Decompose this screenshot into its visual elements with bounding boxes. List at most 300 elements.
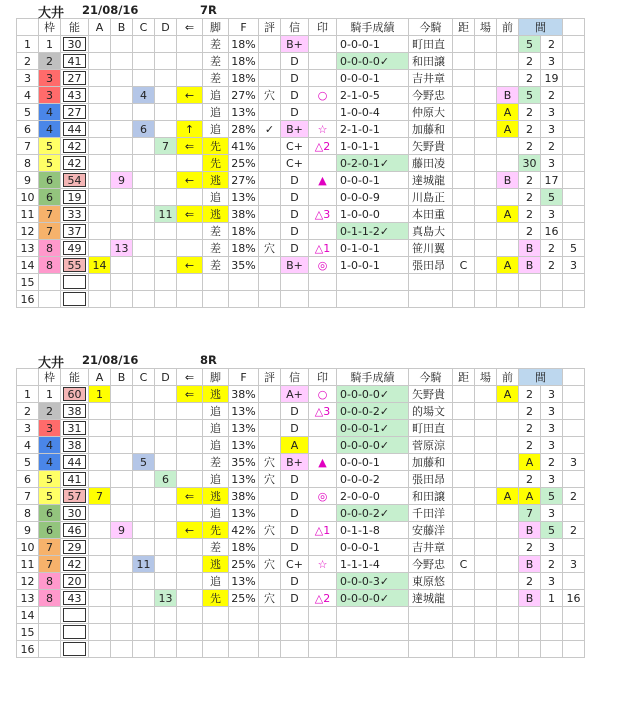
cell-ma2 [563,420,585,437]
ability-value: 57 [63,489,86,503]
column-header: 今騎 [409,369,453,386]
cell-mae [497,437,519,454]
cell-ma: 5 [541,189,563,206]
table-row [17,291,585,308]
ability-value [63,275,86,289]
cell-a [89,121,111,138]
cell-c: 4 [133,87,155,104]
cell-ni: 2 [519,539,541,556]
cell-c [133,641,155,658]
cell-shin: B+ [281,257,309,274]
cell-ba [475,291,497,308]
cell-d [155,403,177,420]
cell-a: 1 [89,386,111,403]
cell-d [155,172,177,189]
cell-no: 4 [17,87,39,104]
cell-shirushi: △2 [309,138,337,155]
column-header: C [133,369,155,386]
cell-ba [475,573,497,590]
cell-d [155,36,177,53]
table-row [17,36,585,53]
cell-kishu: 千田洋 [409,505,453,522]
cell-waku: 1 [39,36,61,53]
cell-no: 14 [17,607,39,624]
cell-arrow [177,403,203,420]
cell-ni: 2 [519,189,541,206]
cell-ba [475,522,497,539]
cell-ma2 [563,36,585,53]
cell-mae [497,291,519,308]
cell-ma2 [563,274,585,291]
cell-shin: D [281,505,309,522]
table-row [17,223,585,240]
table-row [17,403,585,420]
cell-a [89,454,111,471]
cell-b: 9 [111,522,133,539]
cell-nou [61,223,89,240]
table-row [17,274,585,291]
cell-c [133,437,155,454]
cell-no: 4 [17,437,39,454]
table-row [17,386,585,403]
column-header: 枠 [39,19,61,36]
cell-hyo [259,189,281,206]
cell-nou [61,505,89,522]
cell-shin: D [281,189,309,206]
cell-no: 15 [17,624,39,641]
cell-shirushi [309,155,337,172]
cell-nou [61,590,89,607]
cell-mae [497,403,519,420]
cell-ma2: 2 [563,522,585,539]
cell-ma: 1 [541,590,563,607]
cell-ma2 [563,206,585,223]
cell-d [155,257,177,274]
ability-value: 42 [63,139,86,153]
cell-ma2 [563,87,585,104]
cell-kyo [453,454,475,471]
cell-ba [475,240,497,257]
cell-shin: D [281,172,309,189]
column-header: F [229,369,259,386]
cell-arrow [177,53,203,70]
cell-ma2 [563,70,585,87]
cell-b [111,223,133,240]
column-header: ⇐ [177,369,203,386]
cell-nou [61,488,89,505]
cell-waku: 5 [39,138,61,155]
cell-seiseki: 0-0-0-1 [337,172,409,189]
cell-no: 6 [17,121,39,138]
cell-ma2 [563,189,585,206]
cell-f: 28% [229,121,259,138]
cell-kishu: 張田昂 [409,257,453,274]
cell-ba [475,189,497,206]
cell-f: 35% [229,454,259,471]
cell-arrow: ← [177,522,203,539]
cell-c: 5 [133,454,155,471]
cell-hyo [259,641,281,658]
ability-value: 30 [63,37,86,51]
column-header: 距 [453,19,475,36]
cell-ba [475,607,497,624]
cell-kyaku: 追 [203,505,229,522]
cell-ma: 3 [541,420,563,437]
cell-no: 8 [17,505,39,522]
cell-ma [541,641,563,658]
cell-arrow: ← [177,172,203,189]
cell-waku: 7 [39,223,61,240]
cell-shin: B+ [281,121,309,138]
cell-seiseki [337,641,409,658]
cell-f: 18% [229,240,259,257]
cell-seiseki [337,607,409,624]
cell-a [89,155,111,172]
cell-kyo [453,53,475,70]
ability-value: 41 [63,54,86,68]
cell-kyaku [203,641,229,658]
cell-shirushi [309,573,337,590]
cell-seiseki [337,274,409,291]
cell-no: 3 [17,70,39,87]
column-header: B [111,369,133,386]
cell-seiseki: 1-0-0-0 [337,206,409,223]
cell-ni: 2 [519,104,541,121]
cell-arrow [177,624,203,641]
cell-arrow [177,641,203,658]
cell-kishu [409,274,453,291]
race-table [16,18,585,308]
cell-kishu: 達城龍 [409,590,453,607]
cell-ni: 2 [519,70,541,87]
cell-mae [497,590,519,607]
cell-kyo [453,240,475,257]
cell-arrow: ← [177,257,203,274]
cell-ma: 3 [541,539,563,556]
cell-kishu: 菅原涼 [409,437,453,454]
cell-ma: 3 [541,155,563,172]
cell-arrow: ⇐ [177,206,203,223]
column-header: 枠 [39,369,61,386]
column-header: A [89,19,111,36]
cell-a [89,641,111,658]
cell-ba [475,403,497,420]
cell-kyaku: 先 [203,522,229,539]
cell-ma2 [563,155,585,172]
cell-kyaku: 追 [203,471,229,488]
column-header: 間 [519,369,563,386]
cell-ni: 2 [519,138,541,155]
cell-kyo [453,291,475,308]
cell-f: 18% [229,53,259,70]
cell-hyo [259,539,281,556]
cell-a [89,87,111,104]
cell-shin: D [281,70,309,87]
cell-kyaku: 追 [203,189,229,206]
cell-hyo [259,437,281,454]
cell-ma2 [563,607,585,624]
cell-f: 25% [229,590,259,607]
cell-ba [475,437,497,454]
cell-shirushi [309,624,337,641]
cell-arrow [177,36,203,53]
cell-f: 18% [229,223,259,240]
cell-a [89,437,111,454]
header-row [17,19,585,36]
cell-nou [61,172,89,189]
cell-waku: 7 [39,539,61,556]
table-row [17,624,585,641]
cell-waku: 6 [39,522,61,539]
cell-waku: 8 [39,240,61,257]
table-row [17,454,585,471]
cell-f: 13% [229,104,259,121]
cell-mae [497,420,519,437]
cell-kyo [453,590,475,607]
cell-kyo [453,420,475,437]
column-header: D [155,369,177,386]
cell-nou [61,403,89,420]
cell-no: 7 [17,488,39,505]
cell-kishu: 加藤和 [409,121,453,138]
cell-arrow [177,274,203,291]
cell-shin: D [281,206,309,223]
cell-nou [61,53,89,70]
cell-seiseki: 0-2-0-1✓ [337,155,409,172]
cell-waku: 7 [39,556,61,573]
cell-kyo [453,624,475,641]
cell-nou [61,291,89,308]
cell-waku: 1 [39,386,61,403]
cell-seiseki: 0-0-0-2✓ [337,403,409,420]
table-row [17,539,585,556]
column-header [17,19,39,36]
table-row [17,257,585,274]
cell-nou [61,539,89,556]
cell-ni: 2 [519,437,541,454]
cell-b [111,454,133,471]
cell-ni: 2 [519,386,541,403]
cell-shirushi [309,70,337,87]
table-row [17,53,585,70]
cell-arrow: ⇐ [177,386,203,403]
cell-kishu: 的場文 [409,403,453,420]
cell-ma2 [563,53,585,70]
cell-hyo: 穴 [259,522,281,539]
cell-a [89,522,111,539]
cell-shirushi [309,189,337,206]
cell-kishu: 真島大 [409,223,453,240]
cell-b [111,641,133,658]
cell-b [111,590,133,607]
table-row [17,641,585,658]
cell-nou [61,522,89,539]
cell-nou [61,641,89,658]
cell-ni: A [519,488,541,505]
cell-seiseki: 1-0-0-4 [337,104,409,121]
cell-a [89,420,111,437]
cell-shin: A+ [281,386,309,403]
race-7r-section [16,2,585,308]
cell-kyo [453,403,475,420]
cell-ma: 3 [541,121,563,138]
cell-c [133,539,155,556]
cell-b [111,70,133,87]
table-row [17,420,585,437]
cell-hyo [259,70,281,87]
cell-a [89,539,111,556]
table-row [17,573,585,590]
cell-hyo: ✓ [259,121,281,138]
cell-ni: 2 [519,471,541,488]
cell-f [229,641,259,658]
cell-no: 16 [17,641,39,658]
cell-ba [475,155,497,172]
cell-kyaku [203,607,229,624]
table-row [17,189,585,206]
cell-kyo: C [453,257,475,274]
cell-no: 9 [17,522,39,539]
cell-ni: 30 [519,155,541,172]
cell-kishu [409,291,453,308]
venue-label: 大井 [38,6,65,21]
table-row [17,155,585,172]
cell-d [155,223,177,240]
cell-ma: 17 [541,172,563,189]
cell-b [111,471,133,488]
cell-hyo [259,223,281,240]
cell-ni: 7 [519,505,541,522]
table-row [17,505,585,522]
cell-arrow [177,437,203,454]
table-row [17,522,585,539]
column-header: 信 [281,19,309,36]
cell-waku: 8 [39,590,61,607]
cell-ma: 3 [541,53,563,70]
cell-kishu: 仲原大 [409,104,453,121]
cell-ma2: 3 [563,556,585,573]
cell-hyo: 穴 [259,590,281,607]
cell-ni [519,274,541,291]
ability-value: 30 [63,506,86,520]
cell-f: 13% [229,471,259,488]
cell-ni: 2 [519,121,541,138]
cell-c [133,505,155,522]
cell-kishu: 安藤洋 [409,522,453,539]
cell-waku [39,641,61,658]
cell-ma: 3 [541,104,563,121]
cell-no: 2 [17,403,39,420]
cell-waku [39,624,61,641]
cell-d [155,420,177,437]
cell-shin: D [281,240,309,257]
cell-d [155,291,177,308]
cell-shirushi [309,471,337,488]
cell-no: 11 [17,556,39,573]
cell-d [155,488,177,505]
cell-kyaku: 先 [203,590,229,607]
column-header: B [111,19,133,36]
cell-seiseki: 1-0-0-1 [337,257,409,274]
cell-seiseki: 0-0-0-1✓ [337,420,409,437]
cell-ni: B [519,257,541,274]
ability-value: 44 [63,122,86,136]
cell-mae [497,53,519,70]
cell-c [133,36,155,53]
cell-ma2 [563,624,585,641]
cell-nou [61,121,89,138]
cell-shin: C+ [281,155,309,172]
race-header [16,352,585,371]
cell-ba [475,386,497,403]
cell-f: 35% [229,257,259,274]
cell-d [155,155,177,172]
cell-seiseki [337,291,409,308]
cell-seiseki: 2-1-0-5 [337,87,409,104]
cell-a [89,556,111,573]
cell-mae [497,189,519,206]
cell-kyo: C [453,556,475,573]
cell-a [89,471,111,488]
column-header: 評 [259,19,281,36]
cell-b [111,87,133,104]
cell-b [111,403,133,420]
ability-value: 29 [63,540,86,554]
cell-ni [519,291,541,308]
cell-shin: D [281,87,309,104]
cell-kishu: 本田重 [409,206,453,223]
cell-seiseki: 0-1-1-8 [337,522,409,539]
cell-ni: 2 [519,403,541,420]
cell-nou [61,573,89,590]
cell-kyo [453,539,475,556]
cell-f: 18% [229,70,259,87]
cell-a [89,138,111,155]
cell-kishu: 今野忠 [409,556,453,573]
cell-b [111,36,133,53]
cell-waku: 5 [39,488,61,505]
cell-kishu: 藤田凌 [409,155,453,172]
cell-c: 11 [133,556,155,573]
cell-b [111,121,133,138]
cell-shin [281,624,309,641]
column-header: 前 [497,19,519,36]
cell-kyo [453,437,475,454]
column-header: 印 [309,369,337,386]
table-row [17,87,585,104]
cell-hyo: 穴 [259,240,281,257]
cell-c [133,240,155,257]
cell-f: 13% [229,505,259,522]
ability-value: 38 [63,404,86,418]
cell-nou [61,556,89,573]
cell-f: 38% [229,386,259,403]
cell-shirushi: △3 [309,206,337,223]
cell-arrow [177,155,203,172]
cell-d: 6 [155,471,177,488]
cell-d [155,386,177,403]
cell-kyaku: 追 [203,104,229,121]
cell-hyo [259,488,281,505]
cell-mae [497,556,519,573]
cell-f: 38% [229,206,259,223]
race-table [16,368,585,658]
cell-ba [475,223,497,240]
cell-nou [61,437,89,454]
column-header: 印 [309,19,337,36]
cell-b [111,386,133,403]
cell-ma2 [563,121,585,138]
